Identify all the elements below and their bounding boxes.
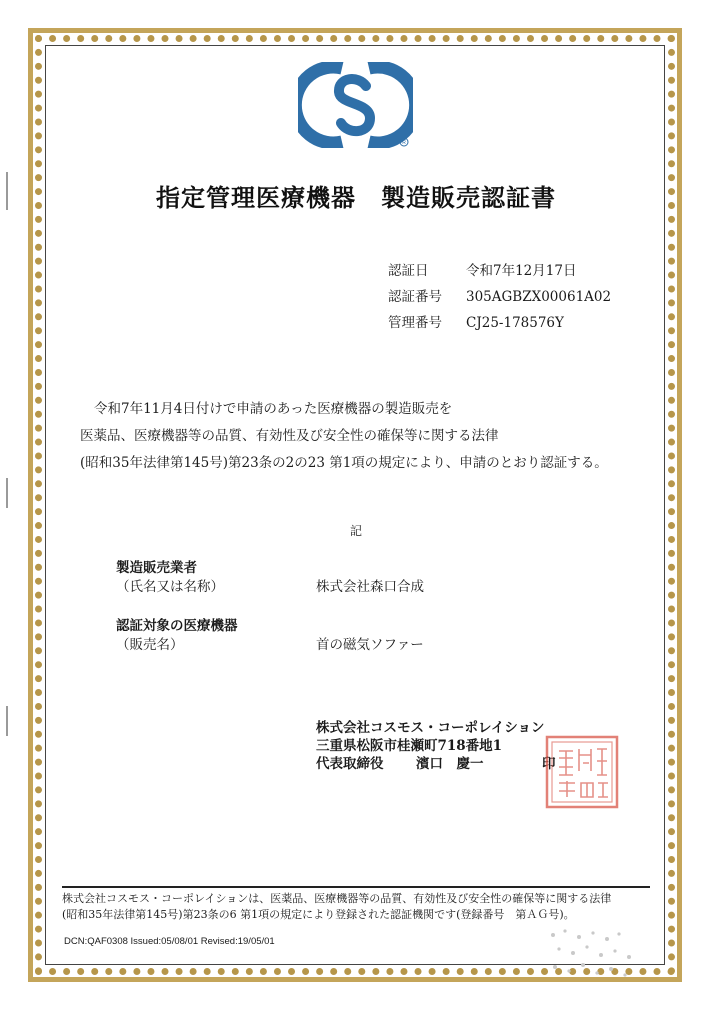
info-value: 令和7年12月17日 [466,263,577,279]
info-label: 管理番号 [388,315,442,331]
footer-line: 株式会社コスモス・コーポレイションは、医薬品、医療機器等の品質、有効性及び安全性の確保等に関する法律 [62,892,612,905]
certification-statement [80,396,608,477]
statement-line: (昭和35年法律第145号)第23条の2の23 第1項の規定により、申請のとおり認証する。 [80,455,608,471]
manufacturer-subheading: （氏名又は名称） [116,579,224,595]
scan-edge-mark [6,478,8,508]
issuer-name: 濱口 慶一 [416,756,484,772]
section-mark: 記 [350,524,363,538]
statement-line: 医薬品、医療機器等の品質、有効性及び安全性の確保等に関する法律 [80,428,499,444]
footer-registration-note [62,886,650,923]
info-label: 認証番号 [388,289,442,305]
device-heading: 認証対象の医療機器 [116,618,238,634]
svg-text:R: R [402,140,406,146]
cs-logo-icon [298,62,413,148]
device-subheading: （販売名） [116,637,184,653]
info-row-control-number [388,310,611,336]
info-value: CJ25-178576Y [466,315,564,331]
scan-edge-mark [6,706,8,736]
manufacturer-heading: 製造販売業者 [116,560,197,576]
manufacturer-value: 株式会社森口合成 [316,579,424,595]
info-row-cert-number [388,284,611,310]
company-seal-icon [543,733,621,811]
issuer-company: 株式会社コスモス・コーポレイション [316,720,545,736]
certification-info [388,258,611,336]
issuer-role: 代表取締役 [316,756,384,772]
issuer-address: 三重県松阪市桂瀬町718番地1 [316,738,503,754]
info-row-date [388,258,611,284]
issuer-block [316,719,556,773]
device-value: 首の磁気ソファー [316,637,424,653]
issuer-seal-mark: 印 [542,756,556,772]
info-label: 認証日 [388,263,429,279]
issuer-representative [316,755,556,773]
footer-line: (昭和35年法律第145号)第23条の6 第1項の規定により登録された認証機関です(登録番号 第ＡＧ号)。 [62,908,575,921]
certificate-title: 指定管理医療機器 製造販売認証書 [156,184,556,212]
decorative-dots-icon [545,925,635,985]
info-value: 305AGBZX00061A02 [466,289,612,305]
document-control-number: DCN:QAF0308 Issued:05/08/01 Revised:19/05/01 [64,936,275,947]
statement-line: 令和7年11月4日付けで申請のあった医療機器の製造販売を [94,401,453,417]
